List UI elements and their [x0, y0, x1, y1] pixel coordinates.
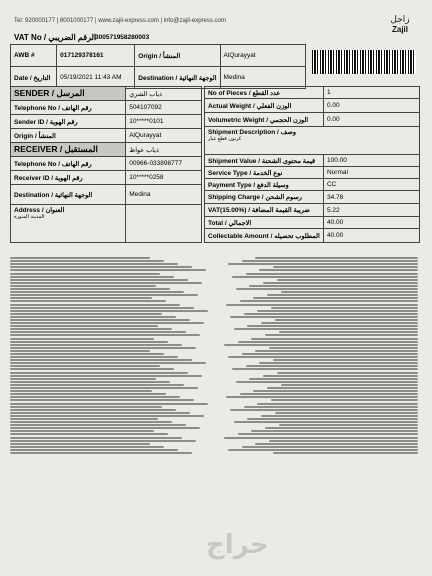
fine-print-line [234, 421, 418, 423]
fine-print-line [261, 415, 418, 417]
collectable-amount-value: 40.00 [323, 229, 419, 243]
fine-print-line [238, 433, 418, 435]
fine-print-line [10, 403, 208, 405]
sender-origin-label: Origin / المنشأ [11, 129, 126, 143]
charges-table [204, 86, 420, 243]
fine-print-line [10, 300, 166, 302]
fine-print-line [10, 334, 200, 336]
fine-print-line [10, 372, 188, 374]
date-value: 05/19/2021 11:43 AM [57, 67, 135, 89]
fine-print-line [10, 365, 160, 367]
fine-print-line [259, 269, 418, 271]
receiver-address-label: Address / العنوان [14, 207, 65, 214]
destination-value: Medina [220, 67, 305, 89]
fine-print-line [240, 393, 418, 395]
fine-print-line [10, 393, 166, 395]
logo-english: Zajil [391, 25, 408, 34]
fine-print-line [247, 418, 418, 420]
pieces-value: 1 [323, 87, 419, 99]
payment-type-label: Payment Type / وسيلة الدفع [205, 179, 324, 191]
fine-print-line [269, 440, 418, 442]
fine-print-line [271, 399, 418, 401]
fine-print-line [224, 437, 418, 439]
fine-print-line [238, 341, 418, 343]
contact-line: Tel: 920000177 | 8001000177 | www.zajil-express.com | info@zajil-express.com [14, 18, 226, 24]
fine-print-line [253, 297, 418, 299]
date-label: Date / التاريخ [11, 67, 57, 89]
shipment-value: 100.00 [323, 155, 419, 167]
fine-print-line [10, 285, 156, 287]
logo-arabic: زاجل [390, 15, 410, 25]
fine-print-line [10, 381, 170, 383]
fine-print-line [263, 375, 418, 377]
fine-print-line [226, 396, 418, 398]
sender-name: ذياب الشري [126, 87, 202, 101]
fine-print-line [251, 338, 418, 340]
service-type-label: Service Type / نوع الخدمة [205, 167, 324, 179]
fine-print-line [273, 359, 418, 361]
barcode [312, 50, 416, 74]
fine-print-line [10, 353, 164, 355]
pieces-label: No of Pieces / عدد القطع [205, 87, 324, 99]
receiver-id-value: 10*****0258 [126, 171, 202, 185]
fine-print-line [228, 449, 418, 451]
fine-print-line [10, 375, 202, 377]
fine-print-line [281, 291, 418, 293]
watermark: حراج [206, 530, 269, 560]
receiver-address-blank [126, 205, 202, 243]
fine-print-line [10, 313, 162, 315]
fine-print-line [10, 433, 168, 435]
fine-print-line [228, 356, 418, 358]
fine-print-line [10, 294, 198, 296]
terms-arabic [222, 256, 418, 532]
fine-print-line [10, 421, 172, 423]
actual-weight-label: Actual Weight / الوزن الفعلي [205, 99, 324, 113]
fine-print-line [10, 325, 158, 327]
receiver-section-label: RECEIVER / المستقبل [11, 143, 126, 157]
fine-print-line [10, 310, 208, 312]
fine-print-line [244, 313, 418, 315]
terms-english [10, 256, 210, 532]
fine-print-line [253, 390, 418, 392]
fine-print-line [230, 316, 418, 318]
awb-label: AWB # [11, 45, 57, 67]
fine-print-line [10, 443, 150, 445]
fine-print-line [10, 406, 162, 408]
fine-print-line [10, 269, 206, 271]
fine-print-line [246, 273, 418, 275]
fine-print-line [10, 399, 194, 401]
service-type-value: Normal [323, 167, 419, 179]
fine-print-line [10, 440, 196, 442]
origin-label: Origin / المنشأ [135, 45, 220, 67]
fine-print-line [236, 381, 418, 383]
fine-print-line [10, 418, 158, 420]
sender-telephone-label: Telephone No / رقم الهاتف [11, 101, 126, 115]
fine-print-line [277, 279, 418, 281]
fine-print-line [279, 331, 418, 333]
fine-print-line [10, 319, 190, 321]
receiver-id-label: Receiver ID / رقم الهوية [11, 171, 126, 185]
fine-print-line [242, 353, 418, 355]
fine-print-line [10, 291, 184, 293]
description-value: كرتون قطع غيار [208, 136, 242, 142]
fine-print-line [10, 384, 184, 386]
zajil-logo [380, 16, 420, 34]
fine-print-line [257, 403, 418, 405]
receiver-destination-label: Destination / الوجهة النهائية [11, 185, 126, 205]
fine-print-line [10, 297, 152, 299]
fine-print-line [10, 347, 196, 349]
fine-print-line [10, 430, 154, 432]
description-cell [205, 127, 420, 155]
fine-print-line [10, 396, 180, 398]
fine-print-line [10, 288, 170, 290]
fine-print-line [224, 344, 418, 346]
fine-print-line [10, 350, 150, 352]
fine-print-line [281, 384, 418, 386]
fine-print-line [251, 430, 418, 432]
fine-print-line [275, 319, 418, 321]
fine-print-line [249, 378, 418, 380]
fine-print-line [10, 359, 192, 361]
receiver-telephone-value: 00966-033898777 [126, 157, 202, 171]
fine-print-line [242, 446, 418, 448]
fine-print-line [10, 279, 188, 281]
fine-print-line [10, 266, 192, 268]
fine-print-line [271, 307, 418, 309]
receiver-name: ذياب عواظ [126, 143, 202, 157]
fine-print-line [10, 338, 154, 340]
fine-print-line [226, 304, 418, 306]
fine-print-line [255, 350, 418, 352]
fine-print-line [10, 452, 192, 454]
sender-section-label: SENDER / المرسل [11, 87, 126, 101]
sender-id-label: Sender ID / رقم الهوية [11, 115, 126, 129]
total-value: 40.00 [323, 217, 419, 229]
fine-print-line [10, 427, 200, 429]
fine-print-line [10, 387, 198, 389]
description-label: Shipment Description / وصف [208, 129, 296, 136]
receiver-telephone-label: Telephone No / رقم الهاتف [11, 157, 126, 171]
fine-print-line [10, 378, 156, 380]
fine-print-line [232, 276, 418, 278]
fine-print-line [10, 328, 172, 330]
fine-print-line [10, 331, 186, 333]
receiver-address-cell [11, 205, 126, 243]
fine-print-line [249, 285, 418, 287]
fine-print-line [228, 263, 418, 265]
fine-print-line [10, 316, 176, 318]
payment-type-value: CC [323, 179, 419, 191]
fine-print-line [10, 424, 186, 426]
fine-print-line [277, 372, 418, 374]
fine-print-line [234, 328, 418, 330]
fine-print-line [10, 257, 150, 259]
fine-print-line [10, 276, 174, 278]
vat-amount-value: 5.22 [323, 204, 419, 217]
fine-print-line [10, 412, 190, 414]
fine-print-line [267, 294, 418, 296]
fine-print-line [240, 300, 418, 302]
collectable-amount-label: Collectable Amount / المطلوب تحصيله [205, 229, 324, 243]
awb-value: 017129378161 [57, 45, 135, 67]
fine-print-line [10, 437, 182, 439]
fine-print-line [10, 356, 178, 358]
fine-print-line [10, 273, 160, 275]
fine-print-line [261, 322, 418, 324]
fine-print-line [242, 260, 418, 262]
fine-print-line [10, 282, 202, 284]
fine-print-line [10, 446, 164, 448]
fine-print-line [273, 452, 418, 454]
actual-weight-value: 0.00 [323, 99, 419, 113]
fine-print-line [267, 387, 418, 389]
shipment-value-label: Shipment Value / قيمة محتوى الشحنة [205, 155, 324, 167]
fine-print-line [279, 424, 418, 426]
fine-print-line [244, 406, 418, 408]
fine-print-line [263, 282, 418, 284]
sender-origin-value: AlQurayyat [126, 129, 202, 143]
fine-print-line [10, 344, 182, 346]
fine-print-line [265, 334, 418, 336]
sender-id-value: 10*****0101 [126, 115, 202, 129]
receiver-address-value: المدينة المنورة [14, 214, 45, 220]
fine-print-line [10, 322, 204, 324]
fine-print-line [265, 427, 418, 429]
fine-print-line [257, 310, 418, 312]
volumetric-weight-label: Volumetric Weight / الوزن الحجمي [205, 113, 324, 127]
vat-number-label: VAT No / الرقم الضريبي [14, 33, 97, 42]
sender-telephone-value: 504107092 [126, 101, 202, 115]
volumetric-weight-value: 0.00 [323, 113, 419, 127]
fine-print-line [259, 362, 418, 364]
awb-table [10, 44, 306, 89]
vat-amount-label: VAT(15.00%) / ضريبة القيمة المضافة [205, 204, 324, 217]
fine-print-line [247, 325, 418, 327]
fine-print-line [10, 260, 164, 262]
fine-print-line [10, 368, 174, 370]
shipping-charge-label: Shipping Charge / رسوم الشحن [205, 191, 324, 204]
fine-print-line [275, 412, 418, 414]
fine-print-line [10, 415, 204, 417]
fine-print-line [10, 263, 178, 265]
fine-print-line [255, 443, 418, 445]
fine-print-line [10, 362, 206, 364]
fine-print-line [10, 304, 180, 306]
fine-print-line [10, 390, 152, 392]
fine-print-line [269, 347, 418, 349]
fine-print-line [10, 449, 178, 451]
receiver-destination-value: Medina [126, 185, 202, 205]
total-label: Total / الاجمالي [205, 217, 324, 229]
party-table [10, 86, 202, 243]
fine-print-line [273, 266, 418, 268]
fine-print-line [232, 368, 418, 370]
origin-value: AlQurayyat [220, 45, 305, 67]
fine-print-line [10, 307, 194, 309]
vat-number-value: 300571958280003 [95, 34, 150, 41]
fine-print-line [10, 341, 168, 343]
fine-print-line [230, 409, 418, 411]
shipping-charge-value: 34.78 [323, 191, 419, 204]
fine-print-line [246, 365, 418, 367]
destination-label: Destination / الوجهة النهائية [135, 67, 220, 89]
fine-print-line [255, 257, 418, 259]
fine-print-line [10, 409, 176, 411]
fine-print-line [236, 288, 418, 290]
